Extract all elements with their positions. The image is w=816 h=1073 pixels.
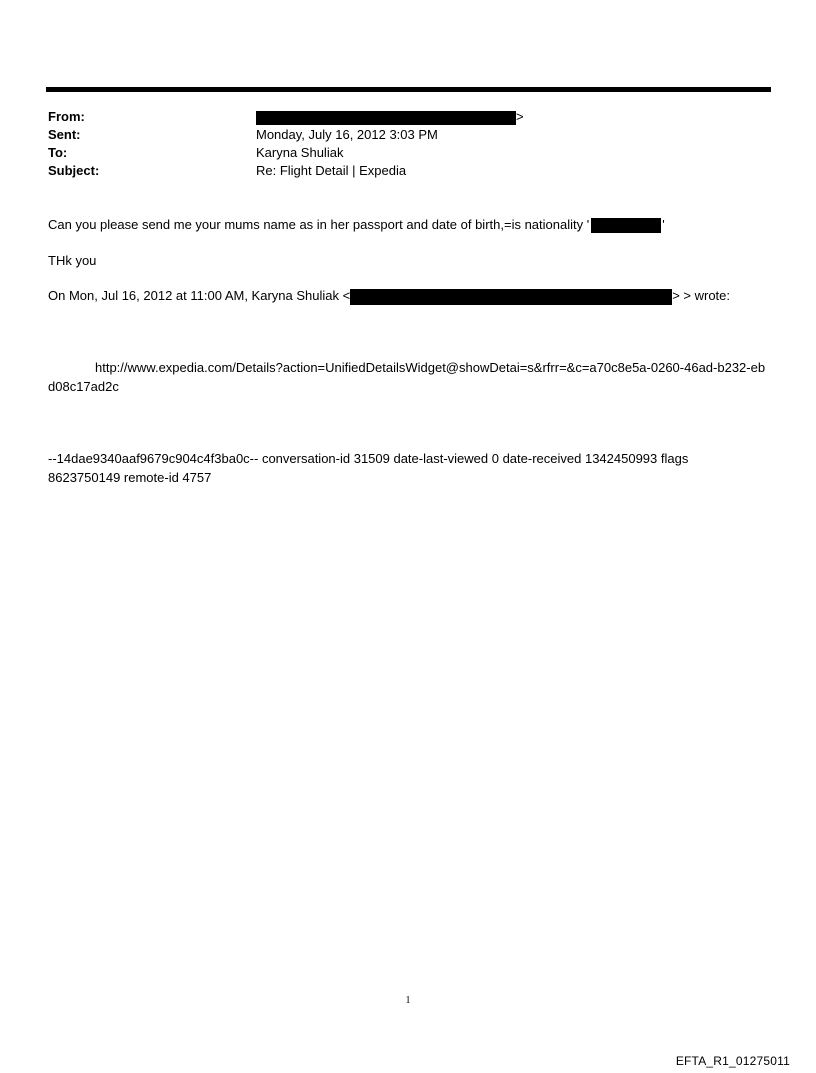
redaction-block	[350, 289, 672, 305]
header-divider-rule	[46, 87, 771, 92]
to-row	[48, 144, 768, 162]
subject-row	[48, 162, 768, 180]
to-label: To:	[48, 145, 68, 160]
page-number: 1	[405, 995, 411, 1006]
sent-row	[48, 126, 768, 144]
expedia-link[interactable]: http://www.expedia.com/Details?action=UnifiedDetailsWidget@showDetai=s&rfrr=&c=a70c8e5a-0260-46ad-b232-ebd08c17ad2c	[48, 360, 766, 394]
body-question-line	[48, 216, 665, 234]
subject-label: Subject:	[48, 163, 100, 178]
to-value: Karyna Shuliak	[256, 145, 344, 160]
sent-value: Monday, July 16, 2012 3:03 PM	[256, 127, 438, 142]
redaction-block	[591, 218, 661, 233]
from-suffix: >	[516, 109, 524, 124]
bates-number: EFTA_R1_01275011	[675, 1054, 790, 1068]
quoted-attribution-line	[48, 287, 730, 305]
redaction-block	[256, 111, 516, 125]
subject-value: Re: Flight Detail | Expedia	[256, 163, 407, 178]
from-value	[256, 108, 524, 126]
from-label: From:	[48, 109, 85, 124]
question-closing-quote: '	[662, 217, 665, 232]
question-text: Can you please send me your mums name as in her passport and date of birth,=is nationality '	[48, 217, 590, 232]
from-row	[48, 108, 768, 126]
conversation-metadata: --14dae9340aaf9679c904c4f3ba0c-- conversation-id 31509 date-last-viewed 0 date-received 1342450993 flags 8623750149 remote-id 4757	[48, 451, 689, 485]
attribution-suffix: > > wrote:	[672, 288, 731, 303]
attribution-text: On Mon, Jul 16, 2012 at 11:00 AM, Karyna Shuliak <	[48, 288, 351, 303]
body-thanks-line: THk you	[48, 253, 97, 268]
sent-label: Sent:	[48, 127, 81, 142]
email-header	[48, 108, 768, 180]
